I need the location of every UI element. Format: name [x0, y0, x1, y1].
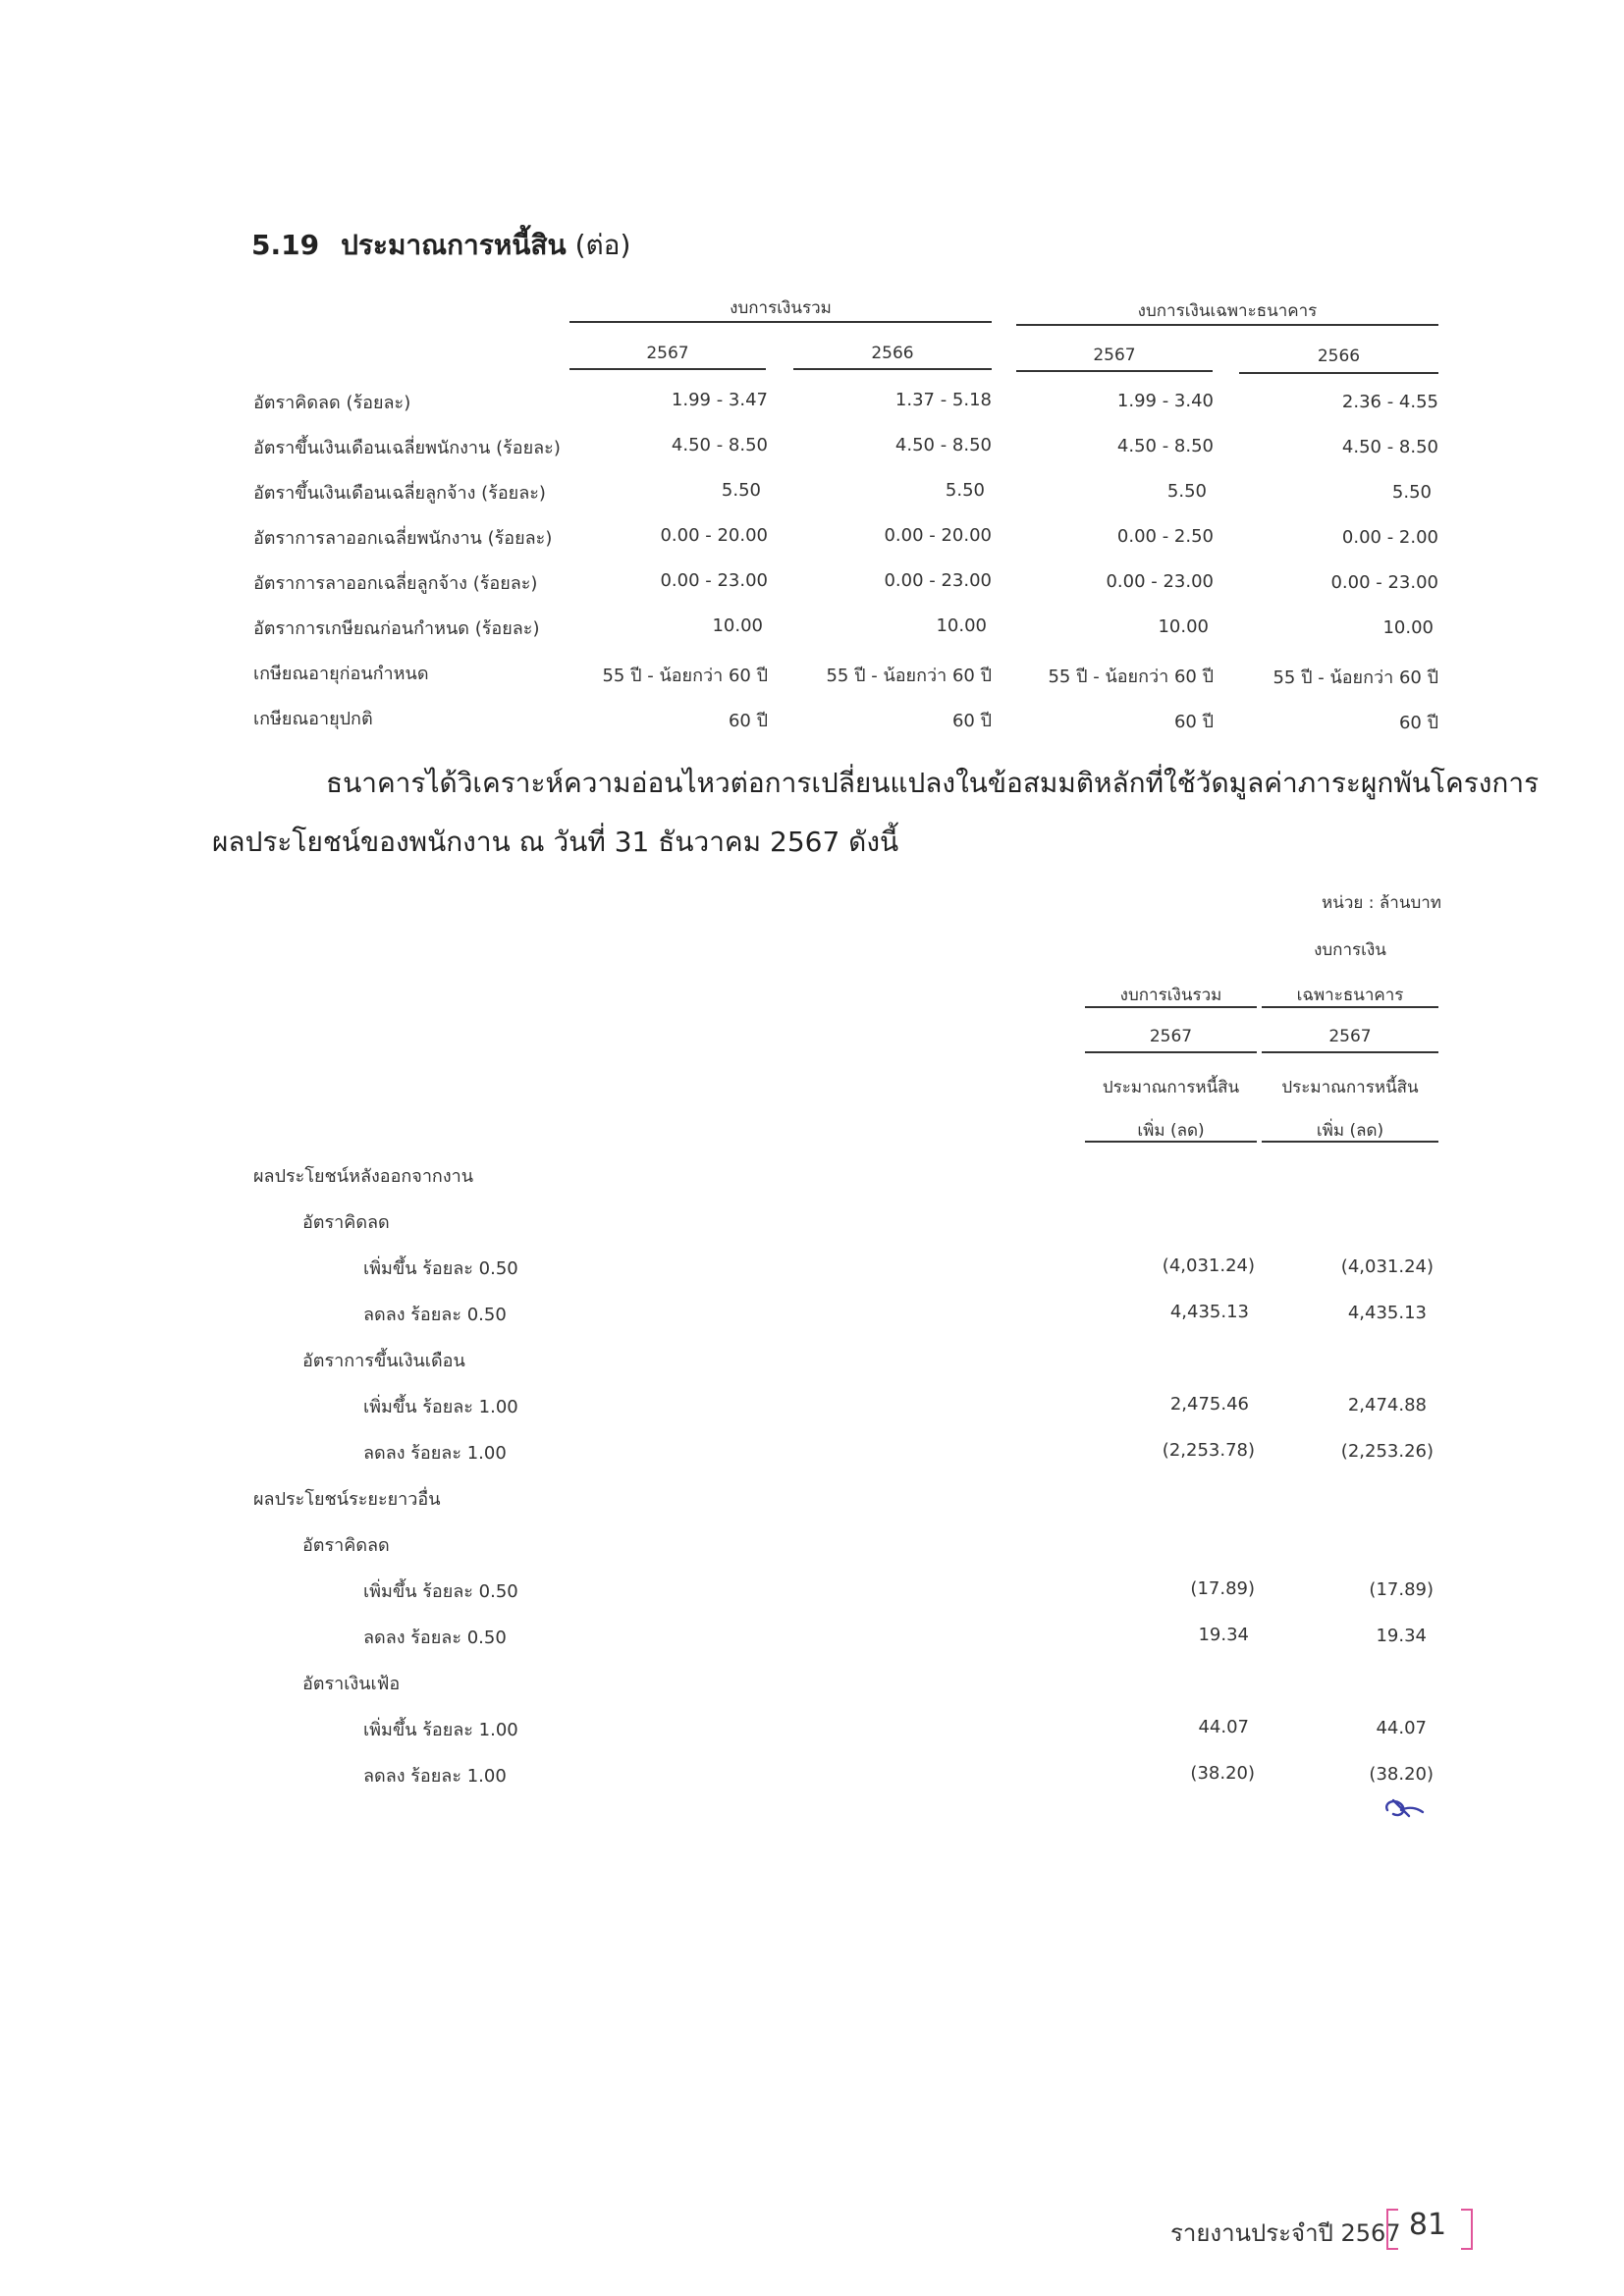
- section-number: 5.19: [251, 229, 320, 261]
- cell-value: 0.00 - 2.50: [1116, 526, 1214, 547]
- cell-value: (4,031.24): [1162, 1255, 1255, 1276]
- cell-value: 0.00 - 23.00: [1106, 571, 1214, 592]
- group-header-bank-only-line1: งบการเงิน: [1314, 940, 1386, 960]
- cell-value: (17.89): [1190, 1578, 1255, 1599]
- item-label: เพิ่มขึ้น ร้อยละ 0.50: [363, 1581, 518, 1602]
- cell-value: 4.50 - 8.50: [1341, 437, 1438, 457]
- year-rule: [1239, 372, 1438, 374]
- year-header: 2567: [1093, 346, 1136, 365]
- row-label: เกษียณอายุก่อนกำหนด: [253, 664, 429, 684]
- category-label: ผลประโยชน์ระยะยาวอื่น: [253, 1489, 441, 1510]
- subcategory-label: อัตราคิดลด: [302, 1212, 390, 1233]
- column-header-rule: [1262, 1141, 1438, 1143]
- year-header: 2566: [871, 344, 914, 363]
- row-label: อัตราขึ้นเงินเดือนเฉลี่ยพนักงาน (ร้อยละ): [253, 438, 561, 458]
- row-label: อัตราการลาออกเฉลี่ยพนักงาน (ร้อยละ): [253, 528, 553, 549]
- year-header: 2567: [1149, 1027, 1193, 1046]
- cell-value: 5.50: [721, 480, 761, 501]
- cell-value: 44.07: [1198, 1717, 1249, 1737]
- cell-value: 60 ปี: [1398, 713, 1438, 733]
- column-header-line1: ประมาณการหนี้สิน: [1281, 1078, 1419, 1097]
- row-label: อัตราการเกษียณก่อนกำหนด (ร้อยละ): [253, 618, 540, 639]
- cell-value: 19.34: [1198, 1625, 1249, 1645]
- signature-initials: [1380, 1794, 1429, 1822]
- section-title: ประมาณการหนี้สิน: [341, 229, 567, 261]
- column-header-line2: เพิ่ม (ลด): [1316, 1121, 1384, 1141]
- page-bracket-right: [1461, 2209, 1473, 2250]
- cell-value: (38.20): [1369, 1764, 1434, 1785]
- cell-value: 55 ปี - น้อยกว่า 60 ปี: [1048, 667, 1214, 687]
- paragraph-line-1: ธนาคารได้วิเคราะห์ความอ่อนไหวต่อการเปลี่ยนแปลงในข้อสมมติหลักที่ใช้วัดมูลค่าภาระผูกพันโครงการ: [326, 767, 1540, 799]
- cell-value: (38.20): [1190, 1763, 1255, 1784]
- group-header-bank-only-line2: เฉพาะธนาคาร: [1296, 986, 1404, 1005]
- unit-label: หน่วย : ล้านบาท: [1322, 893, 1441, 913]
- cell-value: 60 ปี: [951, 711, 992, 731]
- cell-value: 0.00 - 20.00: [660, 525, 768, 546]
- cell-value: 5.50: [1391, 482, 1432, 503]
- group-header-consolidated: งบการเงินรวม: [1119, 986, 1222, 1005]
- item-label: เพิ่มขึ้น ร้อยละ 1.00: [363, 1720, 518, 1740]
- item-label: ลดลง ร้อยละ 1.00: [363, 1766, 507, 1787]
- subcategory-label: อัตราเงินเฟ้อ: [302, 1674, 401, 1694]
- year-rule: [1262, 1051, 1438, 1053]
- cell-value: 10.00: [1158, 616, 1209, 637]
- cell-value: 60 ปี: [728, 711, 768, 731]
- cell-value: 0.00 - 23.00: [884, 570, 992, 591]
- cell-value: 0.00 - 23.00: [1330, 572, 1438, 593]
- year-header: 2567: [1328, 1027, 1372, 1046]
- cell-value: 10.00: [1382, 617, 1434, 638]
- cell-value: 60 ปี: [1173, 712, 1214, 732]
- item-label: ลดลง ร้อยละ 1.00: [363, 1443, 507, 1464]
- cell-value: 55 ปี - น้อยกว่า 60 ปี: [602, 666, 768, 686]
- cell-value: (17.89): [1369, 1579, 1434, 1600]
- cell-value: 44.07: [1376, 1718, 1427, 1738]
- section-heading: [251, 224, 630, 267]
- subcategory-label: อัตราการขึ้นเงินเดือน: [302, 1351, 465, 1371]
- row-label: อัตราการลาออกเฉลี่ยลูกจ้าง (ร้อยละ): [253, 573, 538, 594]
- year-header: 2567: [646, 344, 689, 363]
- cell-value: 5.50: [1166, 481, 1207, 502]
- cell-value: 0.00 - 23.00: [660, 570, 768, 591]
- row-label: อัตราคิดลด (ร้อยละ): [253, 393, 411, 413]
- cell-value: 4,435.13: [1347, 1303, 1427, 1323]
- cell-value: 19.34: [1376, 1626, 1427, 1646]
- item-label: เพิ่มขึ้น ร้อยละ 0.50: [363, 1258, 518, 1279]
- section-continued: (ต่อ): [574, 229, 631, 261]
- cell-value: (2,253.78): [1162, 1440, 1255, 1461]
- year-rule: [793, 368, 992, 370]
- page-number: 81: [1408, 2208, 1447, 2242]
- group-rule: [1085, 1006, 1257, 1008]
- item-label: ลดลง ร้อยละ 0.50: [363, 1305, 507, 1325]
- cell-value: 1.99 - 3.40: [1116, 391, 1214, 411]
- group-rule: [1262, 1006, 1438, 1008]
- cell-value: 2.36 - 4.55: [1341, 392, 1438, 412]
- group-rule: [569, 321, 992, 323]
- column-header-line2: เพิ่ม (ลด): [1137, 1121, 1205, 1141]
- year-rule: [569, 368, 766, 370]
- report-title: รายงานประจำปี 2567: [1170, 2219, 1401, 2247]
- cell-value: (4,031.24): [1340, 1256, 1434, 1277]
- row-label: อัตราขึ้นเงินเดือนเฉลี่ยลูกจ้าง (ร้อยละ): [253, 483, 546, 504]
- cell-value: 55 ปี - น้อยกว่า 60 ปี: [1272, 667, 1438, 688]
- page-bracket-left: [1386, 2209, 1398, 2250]
- year-header: 2566: [1317, 347, 1361, 366]
- category-label: ผลประโยชน์หลังออกจากงาน: [253, 1166, 474, 1187]
- cell-value: 1.99 - 3.47: [671, 390, 768, 410]
- column-header-rule: [1085, 1141, 1257, 1143]
- cell-value: 55 ปี - น้อยกว่า 60 ปี: [826, 666, 992, 686]
- cell-value: 5.50: [945, 480, 985, 501]
- cell-value: 4.50 - 8.50: [671, 435, 768, 455]
- column-header-line1: ประมาณการหนี้สิน: [1102, 1078, 1240, 1097]
- cell-value: 4,435.13: [1169, 1302, 1249, 1322]
- cell-value: 2,475.46: [1169, 1394, 1249, 1415]
- cell-value: 4.50 - 8.50: [1116, 436, 1214, 456]
- item-label: ลดลง ร้อยละ 0.50: [363, 1628, 507, 1648]
- cell-value: 0.00 - 2.00: [1341, 527, 1438, 548]
- cell-value: 4.50 - 8.50: [894, 435, 992, 455]
- year-rule: [1085, 1051, 1257, 1053]
- cell-value: 2,474.88: [1347, 1395, 1427, 1415]
- cell-value: 10.00: [936, 615, 987, 636]
- subcategory-label: อัตราคิดลด: [302, 1535, 390, 1556]
- group-header-bank-only: งบการเงินเฉพาะธนาคาร: [1137, 301, 1318, 321]
- cell-value: (2,253.26): [1340, 1441, 1434, 1462]
- cell-value: 10.00: [712, 615, 763, 636]
- group-header-consolidated: งบการเงินรวม: [730, 298, 832, 318]
- cell-value: 1.37 - 5.18: [894, 390, 992, 410]
- cell-value: 0.00 - 20.00: [884, 525, 992, 546]
- paragraph-line-2: ผลประโยชน์ของพนักงาน ณ วันที่ 31 ธันวาคม 2567 ดังนี้: [212, 826, 899, 858]
- group-rule: [1016, 324, 1438, 326]
- row-label: เกษียณอายุปกติ: [253, 709, 373, 729]
- item-label: เพิ่มขึ้น ร้อยละ 1.00: [363, 1397, 518, 1417]
- year-rule: [1016, 370, 1213, 372]
